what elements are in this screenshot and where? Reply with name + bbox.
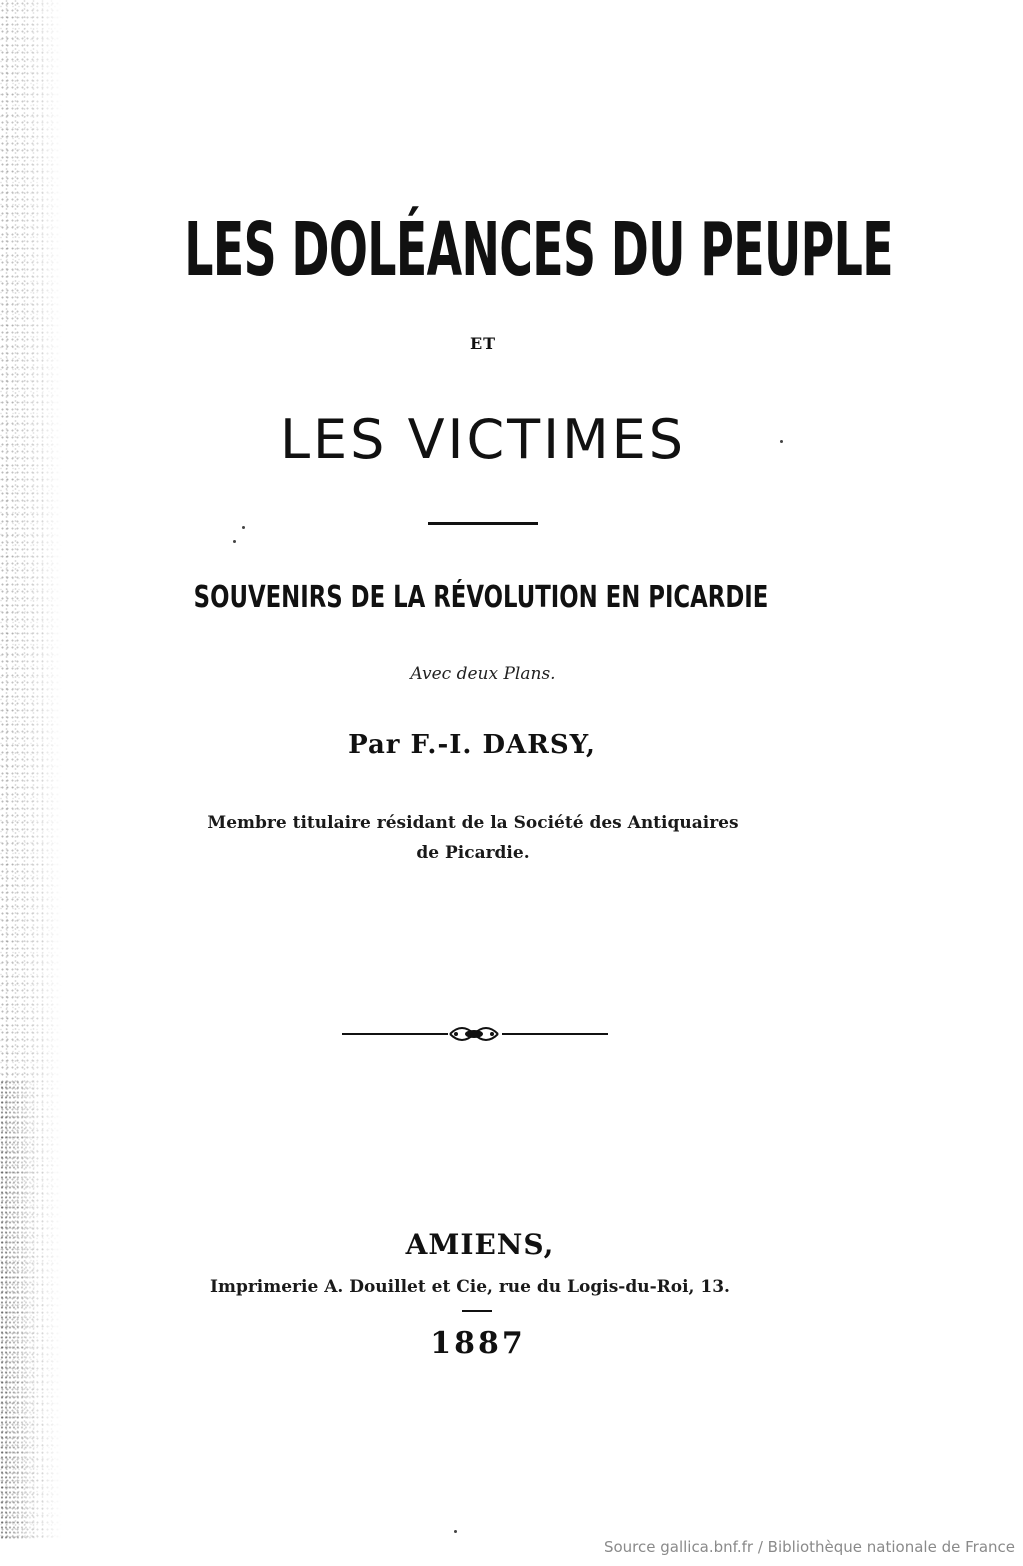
source-credit: Source gallica.bnf.fr / Bibliothèque nationale de France [603,1538,1015,1556]
author-affiliation-line2: de Picardie. [416,843,530,863]
main-title: LES DOLÉANCES DU PEUPLE [184,207,893,293]
imprint-city: AMIENS, [405,1228,555,1261]
author-affiliation [0,808,946,868]
imprint-printer: Imprimerie A. Douillet et Cie, rue du Logis-du-Roi, 13. [210,1277,730,1297]
imprint-year: 1887 [430,1326,526,1361]
imprint-rule [462,1310,492,1312]
author-byline: Par F.-I. DARSY, [348,730,596,760]
scan-speck [454,1530,457,1533]
scan-edge-noise-dark [0,1080,38,1540]
ornament-divider-icon [340,1022,610,1046]
subtitle: SOUVENIRS DE LA RÉVOLUTION EN PICARDIE [193,580,769,615]
secondary-title: LES VICTIMES [279,408,687,471]
plans-note: Avec deux Plans. [410,664,556,684]
author-affiliation-line1: Membre titulaire résidant de la Société des Antiquaires [207,813,739,833]
scan-speck [780,440,783,443]
title-divider-rule [428,522,538,525]
scan-speck [233,540,236,543]
scan-speck [242,526,245,529]
title-conjunction: ET [469,334,497,353]
